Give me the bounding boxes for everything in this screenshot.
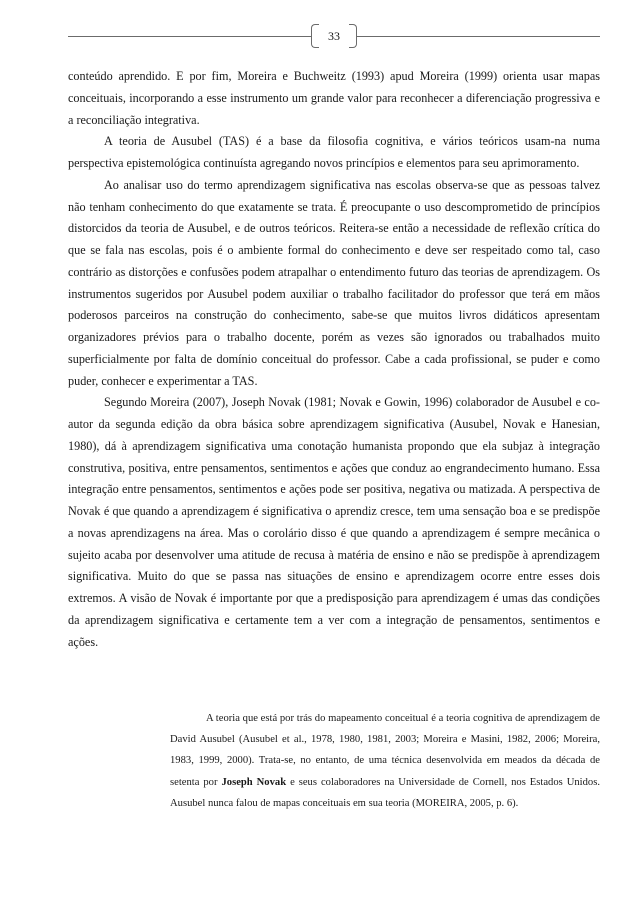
quotation-emphasis-joseph-novak: Joseph Novak xyxy=(221,776,287,788)
block-quotation xyxy=(170,708,600,814)
quotation-text xyxy=(170,708,600,814)
page-number-bracket-right xyxy=(349,24,357,48)
paragraph-continuation: conteúdo aprendido. E por fim, Moreira e Buchweitz (1993) apud Moreira (1999) orienta usar mapas conceituais, incorporando a esse instrumento um grande valor para reconhecer a diferenciação progressiva e a reconciliação integrativa. xyxy=(68,69,600,127)
header-rule-left xyxy=(68,36,311,37)
body-text xyxy=(68,66,600,653)
quotation-text-start: A teoria que está por trás do mapeamento conceitual é a teoria cognitiva de aprendizagem de David Ausubel (Ausubel et al., 1978, 1980, 1981, 2003; Moreira e Masini, 1982, 2006; Moreira, 1983, 1999, 2000). Trata-se, no entanto, de uma técnica desenvolvida em meados da década de setenta por xyxy=(170,713,600,788)
paragraph-schools-analysis: Ao analisar uso do termo aprendizagem significativa nas escolas observa-se que as pessoas talvez não tenham conhecimento do que exatamente se trata. É preocupante o uso descomprometido de princípios distorcidos da teoria de Ausubel, e de outros teóricos. Reitera-se então a necessidade de reflexão crítica do que se fala nas escolas, pois é o ambiente formal do conhecimento e deve ser respeitado como tal, caso contrário as distorções e confusões podem atrapalhar o entendimento futuro das teorias de aprendizagem. Os instrumentos sugeridos por Ausubel podem auxiliar o trabalho facilitador do professor que terá em mãos poderosos parceiros na construção do conhecimento, sabe-se que muitos livros didáticos apresentam organizadores prévios para o trabalho docente, porém as vezes são ignorados ou trabalhados muito superficialmente por falta de domínio conceitual do professor. Cabe a cada profissional, se puder e como puder, conhecer e experimentar a TAS. xyxy=(68,177,600,388)
page-header xyxy=(68,24,600,50)
quotation-text-end: e seus colaboradores na Universidade de Cornell, nos Estados Unidos. Ausubel nunca falou de mapas conceituais em sua teoria (MOREIRA, 2005, p. 6). xyxy=(170,776,600,809)
header-rule-right xyxy=(357,36,600,37)
page-number-bracket-left xyxy=(311,24,319,48)
page-number: 33 xyxy=(328,29,340,43)
paragraph-ausubel-theory: A teoria de Ausubel (TAS) é a base da filosofia cognitiva, e vários teóricos usam-na numa perspectiva epistemológica continuísta agregando novos princípios e elementos para seu aprimoramento. xyxy=(68,134,600,170)
paragraph-novak-perspective: Segundo Moreira (2007), Joseph Novak (1981; Novak e Gowin, 1996) colaborador de Ausubel e co-autor da segunda edição da obra básica sobre aprendizagem significativa (Ausubel, Novak e Hanesian, 1980), dá à aprendizagem significativa uma conotação humanista propondo que ela subjaz à integração construtiva, positiva, entre pensamentos, sentimentos e ações que conduz ao engrandecimento humano. Essa integração entre pensamentos, sentimentos e ações pode ser positiva, negativa ou matizada. A perspectiva de Novak é que quando a aprendizagem é significativa o aprendiz cresce, tem uma sensação boa e se predispõe a novas aprendizagens na área. Mas o corolário disso é que quando a aprendizagem é sempre mecânica o sujeito acaba por desenvolver uma atitude de recusa à matéria de ensino e não se predispõe à aprendizagem significativa. Muito do que se passa nas situações de ensino e aprendizagem ocorre entre esses dois extremos. A visão de Novak é importante por que a predisposição para aprendizagem é umas das condições da aprendizagem significativa e certamente tem a ver com a integração de pensamentos, sentimentos e ações. xyxy=(68,395,600,649)
